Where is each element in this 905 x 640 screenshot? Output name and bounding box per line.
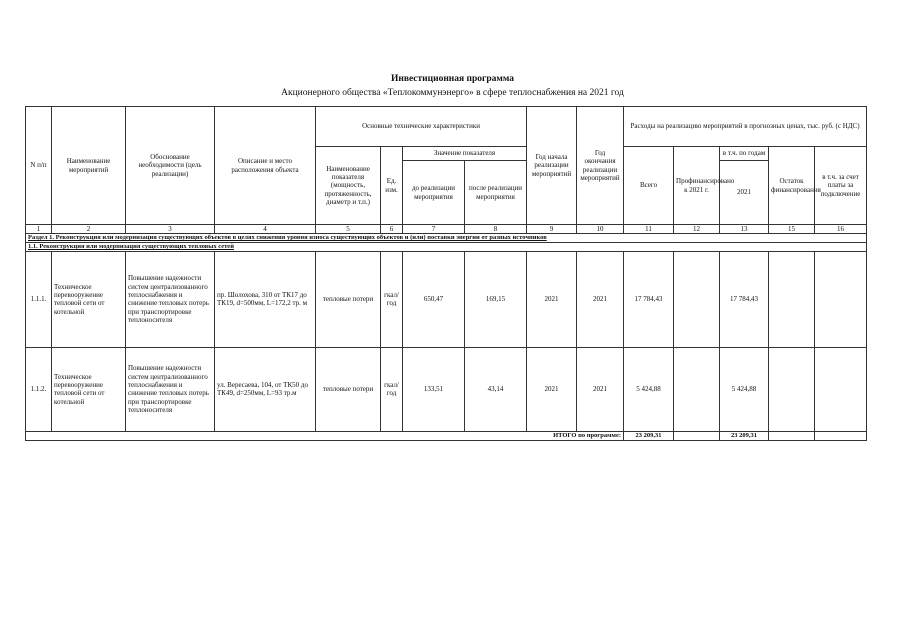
row-num: 1.1.2. xyxy=(26,347,52,431)
header-total: Всего xyxy=(624,147,674,225)
column-number: 9 xyxy=(527,225,577,234)
totals-connection xyxy=(815,431,867,440)
header-num: N п/п xyxy=(26,107,52,225)
row-indicator: тепловые потери xyxy=(316,347,381,431)
row-connection xyxy=(815,251,867,347)
row-before: 650,47 xyxy=(403,251,465,347)
row-financed xyxy=(674,251,720,347)
row-justification: Повышение надежности систем централизованного теплоснабжения и снижение тепловых потерь при транспортировке теплоносителя xyxy=(126,347,215,431)
row-after: 169,15 xyxy=(465,251,527,347)
column-number: 3 xyxy=(126,225,215,234)
investment-program-table xyxy=(25,106,867,441)
header-tech: Основные технические характеристики xyxy=(316,107,527,147)
header-financed: Профинансировано к 2021 г. xyxy=(674,147,720,225)
totals-total: 23 209,31 xyxy=(624,431,674,440)
row-remainder xyxy=(769,347,815,431)
column-number: 6 xyxy=(381,225,403,234)
column-number: 7 xyxy=(403,225,465,234)
header-incl-by-years: в т.ч. по годам xyxy=(720,147,769,161)
row-description: пр. Шолохова, 310 от ТК17 до ТК19, d=500мм, L=172,2 тр. м xyxy=(215,251,316,347)
column-number: 2 xyxy=(52,225,126,234)
row-year-start: 2021 xyxy=(527,347,577,431)
row-name: Техническое перевооружение тепловой сети от котельной xyxy=(52,251,126,347)
row-indicator: тепловые потери xyxy=(316,251,381,347)
row-name: Техническое перевооружение тепловой сети от котельной xyxy=(52,347,126,431)
header-description: Описание и место расположения объекта xyxy=(215,107,316,225)
row-year-start: 2021 xyxy=(527,251,577,347)
column-number: 12 xyxy=(674,225,720,234)
header-before: до реализации мероприятия xyxy=(403,161,465,225)
column-number: 15 xyxy=(769,225,815,234)
row-justification: Повышение надежности систем централизованного теплоснабжения и снижение тепловых потерь при транспортировке теплоносителя xyxy=(126,251,215,347)
column-number: 11 xyxy=(624,225,674,234)
row-num: 1.1.1. xyxy=(26,251,52,347)
table-row xyxy=(26,251,867,347)
row-description: ул. Вересаева, 104, от ТК50 до ТК49, d=250мм, L=93 тр.м xyxy=(215,347,316,431)
subsection-heading: 1.1. Реконструкция или модернизация существующих тепловых сетей xyxy=(26,243,867,252)
row-unit: гкал/год xyxy=(381,347,403,431)
row-year-2021: 5 424,88 xyxy=(720,347,769,431)
column-number: 10 xyxy=(577,225,624,234)
row-financed xyxy=(674,347,720,431)
row-unit: гкал/год xyxy=(381,251,403,347)
row-after: 43,14 xyxy=(465,347,527,431)
row-year-end: 2021 xyxy=(577,251,624,347)
totals-remainder xyxy=(769,431,815,440)
totals-label: ИТОГО по программе: xyxy=(26,431,624,440)
row-year-end: 2021 xyxy=(577,347,624,431)
document-subtitle: Акционерного общества «Теплокоммунэнерго» в сфере теплоснабжения на 2021 год xyxy=(281,88,624,98)
header-remainder: Остаток финансирования xyxy=(769,147,815,225)
header-year-end: Год окончания реализации мероприятий xyxy=(577,107,624,225)
row-remainder xyxy=(769,251,815,347)
document-title: Инвестиционная программа xyxy=(390,74,515,84)
header-unit: Ед. изм. xyxy=(381,147,403,225)
column-number: 4 xyxy=(215,225,316,234)
header-year-start: Год начала реализации мероприятий xyxy=(527,107,577,225)
row-before: 133,51 xyxy=(403,347,465,431)
section-heading: Раздел 1. Реконструкция или модернизация существующих объектов в целях снижения уровня износа существующих объектов и (или) поставки энергии от разных источников xyxy=(26,234,867,243)
header-indicator-name: Наименование показателя (мощность, протяженность, диаметр и т.п.) xyxy=(316,147,381,225)
header-incl-connection: в т.ч. за счет платы за подключение xyxy=(815,147,867,225)
header-indicator-value: Значение показателя xyxy=(403,147,527,161)
column-number: 13 xyxy=(720,225,769,234)
totals-row xyxy=(26,431,867,440)
column-number: 5 xyxy=(316,225,381,234)
column-number: 16 xyxy=(815,225,867,234)
column-number: 8 xyxy=(465,225,527,234)
row-year-2021: 17 784,43 xyxy=(720,251,769,347)
table-row xyxy=(26,347,867,431)
header-expenses: Расходы на реализацию мероприятий в прогнозных ценах, тыс. руб. (с НДС) xyxy=(624,107,867,147)
row-connection xyxy=(815,347,867,431)
column-number: 1 xyxy=(26,225,52,234)
header-year-2021: 2021 xyxy=(720,161,769,225)
totals-financed xyxy=(674,431,720,440)
row-total: 5 424,88 xyxy=(624,347,674,431)
header-justification: Обоснование необходимости (цель реализации) xyxy=(126,107,215,225)
row-total: 17 784,43 xyxy=(624,251,674,347)
header-after: после реализации мероприятия xyxy=(465,161,527,225)
totals-year-2021: 23 209,31 xyxy=(720,431,769,440)
header-name: Наименование мероприятий xyxy=(52,107,126,225)
column-numbers-row xyxy=(26,225,867,234)
